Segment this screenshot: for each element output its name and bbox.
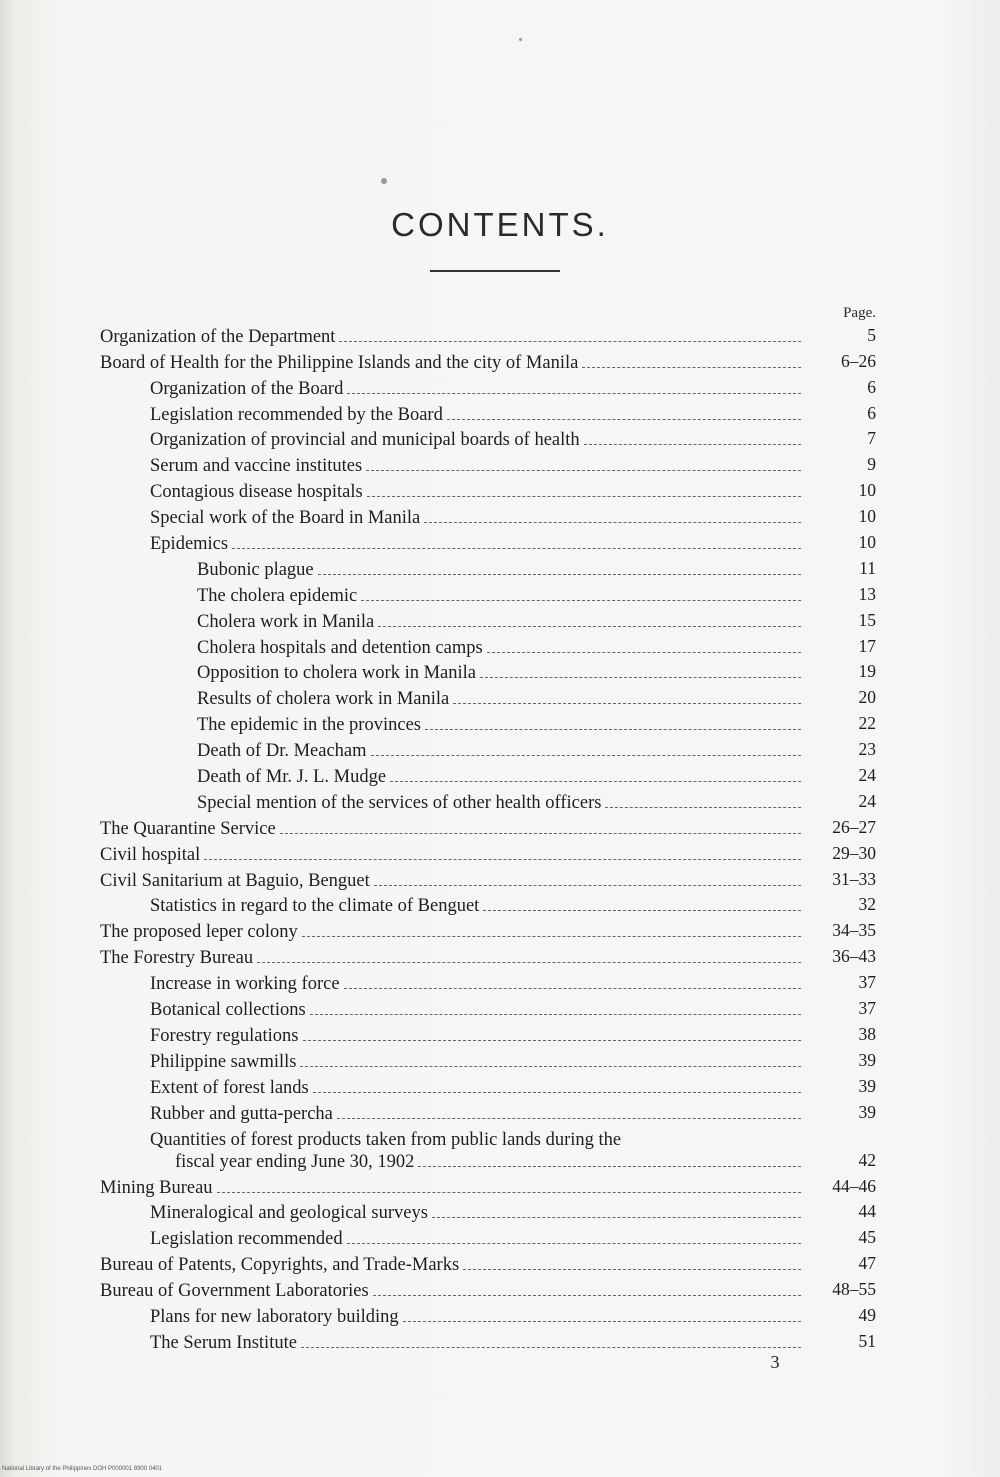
dot-leader [403, 1321, 801, 1322]
paper-speck [381, 178, 387, 184]
toc-entry-page: 23 [858, 739, 876, 760]
toc-entry-title: Contagious disease hospitals [150, 482, 363, 503]
toc-entry-title: Forestry regulations [150, 1025, 299, 1046]
dot-leader [347, 393, 801, 394]
dot-leader [366, 470, 801, 471]
contents-heading: CONTENTS. [391, 206, 609, 243]
toc-entry [0, 1099, 1000, 1125]
toc-entry-title: The Quarantine Service [100, 818, 276, 839]
toc-entry-title: Death of Dr. Meacham [197, 741, 367, 762]
toc-entry-page: 9 [867, 454, 876, 475]
toc-entry-title: Organization of the Department [100, 326, 336, 347]
dot-leader [480, 677, 801, 678]
toc-entry-title: Mineralogical and geological surveys [150, 1203, 428, 1224]
toc-entry [0, 1173, 1000, 1199]
dot-leader [582, 367, 801, 368]
toc-entry [0, 1250, 1000, 1276]
dot-leader [303, 1040, 802, 1041]
toc-entry [0, 477, 1000, 503]
toc-entry [0, 426, 1000, 452]
toc-entry-page: 29–30 [832, 842, 876, 863]
dot-leader [337, 1118, 801, 1119]
table-of-contents [0, 322, 1000, 1354]
toc-entry-page: 15 [858, 609, 876, 630]
dot-leader [371, 755, 801, 756]
toc-entry-page: 39 [858, 1075, 876, 1096]
toc-entry [0, 374, 1000, 400]
dot-leader [280, 833, 801, 834]
dot-leader [483, 910, 801, 911]
toc-entry [0, 684, 1000, 710]
toc-entry [0, 943, 1000, 969]
toc-entry [0, 322, 1000, 348]
toc-entry-page: 49 [858, 1304, 876, 1325]
toc-entry-title: Bubonic plague [197, 559, 314, 580]
toc-entry [0, 659, 1000, 685]
toc-entry-title: Civil hospital [100, 844, 201, 865]
toc-entry [0, 348, 1000, 374]
toc-entry-page: 22 [858, 713, 876, 734]
toc-entry-title: Cholera hospitals and detention camps [197, 637, 483, 658]
toc-entry [0, 581, 1000, 607]
toc-entry-page: 13 [858, 583, 876, 604]
toc-entry-page: 39 [858, 1101, 876, 1122]
toc-entry-page: 19 [858, 661, 876, 682]
toc-entry-title: Death of Mr. J. L. Mudge [197, 767, 387, 788]
toc-entry-page: 37 [858, 972, 876, 993]
toc-entry-page: 6–26 [841, 350, 876, 371]
dot-leader [424, 522, 801, 523]
toc-entry [0, 400, 1000, 426]
toc-entry-page: 38 [858, 1023, 876, 1044]
toc-entry [0, 917, 1000, 943]
toc-entry [0, 840, 1000, 866]
toc-entry [0, 892, 1000, 918]
toc-entry-page: 10 [858, 480, 876, 501]
page-column-label: Page. [843, 305, 876, 321]
toc-entry-title: The proposed leper colony [100, 922, 298, 943]
toc-entry-title: Cholera work in Manila [197, 611, 375, 632]
toc-entry-page: 32 [858, 894, 876, 915]
dot-leader [318, 574, 801, 575]
toc-entry-title-continued: fiscal year ending June 30, 1902 [175, 1151, 415, 1172]
toc-entry-page: 11 [859, 557, 876, 578]
toc-entry [0, 555, 1000, 581]
toc-entry-title: Special work of the Board in Manila [150, 508, 421, 529]
toc-entry-title: Plans for new laboratory building [150, 1306, 399, 1327]
toc-entry-page: 10 [858, 506, 876, 527]
dot-leader [432, 1217, 801, 1218]
toc-entry [0, 529, 1000, 555]
toc-entry-title: Bureau of Government Laboratories [100, 1281, 369, 1302]
toc-entry-page: 39 [858, 1049, 876, 1070]
dot-leader [361, 600, 801, 601]
dot-leader [301, 1347, 801, 1348]
toc-entry-page: 45 [858, 1227, 876, 1248]
dot-leader [425, 729, 801, 730]
toc-entry [0, 762, 1000, 788]
toc-entry-title: Botanical collections [150, 1000, 306, 1021]
toc-entry-page: 31–33 [832, 868, 876, 889]
dot-leader [605, 807, 801, 808]
dot-leader [339, 341, 801, 342]
toc-entry [0, 1328, 1000, 1354]
toc-entry [0, 451, 1000, 477]
toc-entry-title: Quantities of forest products taken from public lands during the [150, 1129, 622, 1150]
dot-leader [447, 419, 801, 420]
toc-entry-page: 42 [858, 1149, 876, 1170]
dot-leader [487, 652, 801, 653]
toc-entry [0, 607, 1000, 633]
toc-entry-title: Organization of the Board [150, 378, 344, 399]
toc-entry-page: 34–35 [832, 920, 876, 941]
toc-entry-page: 7 [867, 428, 876, 449]
dot-leader [418, 1166, 801, 1167]
toc-entry-title: The Forestry Bureau [100, 948, 254, 969]
toc-entry-title: Organization of provincial and municipal boards of health [150, 430, 580, 451]
dot-leader [463, 1269, 801, 1270]
toc-entry-title: Rubber and gutta-percha [150, 1103, 333, 1124]
toc-entry-page: 51 [858, 1330, 876, 1351]
dot-leader [344, 988, 801, 989]
toc-entry [0, 969, 1000, 995]
dot-leader [313, 1092, 801, 1093]
toc-entry-title: Bureau of Patents, Copyrights, and Trade-Marks [100, 1255, 460, 1276]
dot-leader [300, 1066, 801, 1067]
toc-entry [0, 866, 1000, 892]
toc-entry [0, 995, 1000, 1021]
toc-entry [0, 633, 1000, 659]
toc-entry [0, 1073, 1000, 1099]
toc-entry-page: 36–43 [832, 946, 876, 967]
toc-entry-title: Mining Bureau [100, 1177, 213, 1198]
toc-entry [0, 503, 1000, 529]
toc-entry-page: 17 [858, 635, 876, 656]
toc-entry [0, 1302, 1000, 1328]
toc-entry-title: The Serum Institute [150, 1332, 297, 1353]
toc-entry [0, 1021, 1000, 1047]
dot-leader [257, 962, 801, 963]
paper-speck [519, 38, 522, 41]
toc-entry [0, 1276, 1000, 1302]
page-number: 3 [770, 1352, 780, 1372]
toc-entry-page: 6 [867, 402, 876, 423]
dot-leader [232, 548, 801, 549]
dot-leader [310, 1014, 801, 1015]
dot-leader [347, 1243, 801, 1244]
dot-leader [453, 703, 801, 704]
toc-entry-title: Epidemics [150, 534, 229, 555]
toc-entry-title: The epidemic in the provinces [197, 715, 421, 736]
toc-entry [0, 1224, 1000, 1250]
toc-entry-title: Legislation recommended [150, 1229, 343, 1250]
toc-entry-page: 10 [858, 532, 876, 553]
dot-leader [367, 496, 801, 497]
toc-entry-page: 44 [858, 1201, 876, 1222]
scan-credit: National Library of the Philippines DOH P000001 8900 0401 [2, 1466, 163, 1472]
toc-entry-title: Opposition to cholera work in Manila [197, 663, 476, 684]
toc-entry-title: Statistics in regard to the climate of Benguet [150, 896, 480, 917]
dot-leader [204, 859, 801, 860]
dot-leader [217, 1192, 801, 1193]
toc-entry-page: 6 [867, 376, 876, 397]
toc-entry-title: Increase in working force [150, 974, 340, 995]
toc-entry-page: 26–27 [832, 816, 876, 837]
toc-entry [0, 736, 1000, 762]
toc-entry-page: 44–46 [832, 1175, 876, 1196]
toc-entry [0, 814, 1000, 840]
toc-entry [0, 1125, 1000, 1173]
toc-entry-title: Extent of forest lands [150, 1077, 309, 1098]
heading-rule [430, 270, 560, 272]
toc-entry-page: 24 [858, 790, 876, 811]
toc-entry-page: 48–55 [832, 1279, 876, 1300]
toc-entry-title: Special mention of the services of other health officers [197, 792, 602, 813]
toc-entry-title: Serum and vaccine institutes [150, 456, 363, 477]
dot-leader [584, 444, 801, 445]
toc-entry-title: Civil Sanitarium at Baguio, Benguet [100, 870, 370, 891]
dot-leader [390, 781, 801, 782]
dot-leader [373, 1295, 801, 1296]
toc-entry-title: Legislation recommended by the Board [150, 404, 443, 425]
toc-entry-title: Philippine sawmills [150, 1051, 297, 1072]
toc-entry-title: Board of Health for the Philippine Islands and the city of Manila [100, 352, 579, 373]
dot-leader [302, 936, 801, 937]
dot-leader [378, 626, 801, 627]
toc-entry [0, 788, 1000, 814]
toc-entry-title: The cholera epidemic [197, 585, 358, 606]
toc-entry-page: 20 [858, 687, 876, 708]
toc-entry [0, 1199, 1000, 1225]
toc-entry-page: 47 [858, 1253, 876, 1274]
toc-entry-page: 5 [867, 324, 876, 345]
toc-entry-page: 37 [858, 998, 876, 1019]
toc-entry-title: Results of cholera work in Manila [197, 689, 450, 710]
toc-entry [0, 710, 1000, 736]
toc-entry-page: 24 [858, 765, 876, 786]
toc-entry [0, 1047, 1000, 1073]
dot-leader [374, 885, 801, 886]
